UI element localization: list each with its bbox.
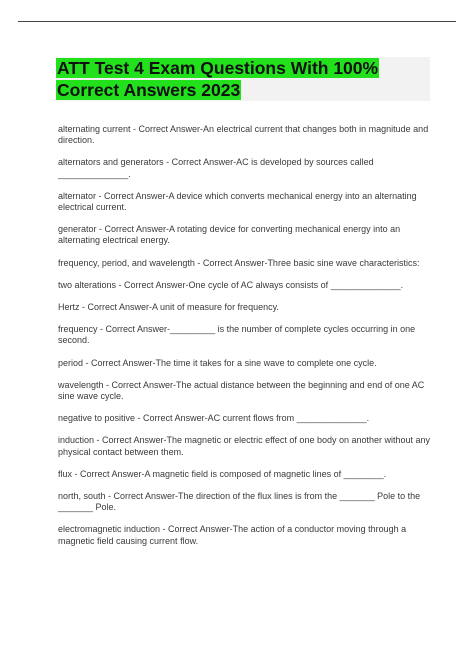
- qa-item: alternator - Correct Answer-A device which converts mechanical energy into an alternating electrical current.: [58, 190, 417, 213]
- qa-list: [58, 124, 436, 547]
- qa-item: Hertz - Correct Answer-A unit of measure for frequency.: [58, 302, 279, 313]
- qa-item: induction - Correct Answer-The magnetic or electric effect of one body on another without any physical contact between them.: [58, 435, 431, 457]
- qa-item: flux - Correct Answer-A magnetic field is composed of magnetic lines of ________.: [58, 468, 387, 479]
- document-title: [56, 57, 430, 101]
- qa-item: north, south - Correct Answer-The direction of the flux lines is from the _______ Pole to the _______ Pole.: [58, 491, 421, 513]
- qa-item: wavelength - Correct Answer-The actual distance between the beginning and end of one AC sine wave cycle.: [58, 379, 425, 402]
- qa-item: generator - Correct Answer-A rotating device for converting mechanical energy into an alternating electrical energy.: [58, 224, 401, 246]
- top-rule: [18, 21, 456, 22]
- qa-item: frequency, period, and wavelength - Correct Answer-Three basic sine wave characteristics:: [58, 257, 420, 268]
- qa-item: electromagnetic induction - Correct Answer-The action of a conductor moving through a magnetic field causing current flow.: [58, 524, 407, 546]
- qa-item: alternators and generators - Correct Answer-AC is developed by sources called ______________.: [58, 157, 374, 179]
- qa-item: negative to positive - Correct Answer-AC current flows from ______________.: [58, 413, 370, 424]
- title-band: [56, 57, 430, 101]
- qa-item: alternating current - Correct Answer-An electrical current that changes both in magnitude and direction.: [58, 124, 429, 146]
- document-title-text: ATT Test 4 Exam Questions With 100% Correct Answers 2023: [57, 58, 379, 100]
- qa-item: frequency - Correct Answer-_________ is the number of complete cycles occurring in one second.: [58, 324, 416, 346]
- qa-item: two alterations - Correct Answer-One cycle of AC always consists of ______________.: [58, 279, 404, 290]
- qa-item: period - Correct Answer-The time it takes for a sine wave to complete one cycle.: [58, 357, 377, 368]
